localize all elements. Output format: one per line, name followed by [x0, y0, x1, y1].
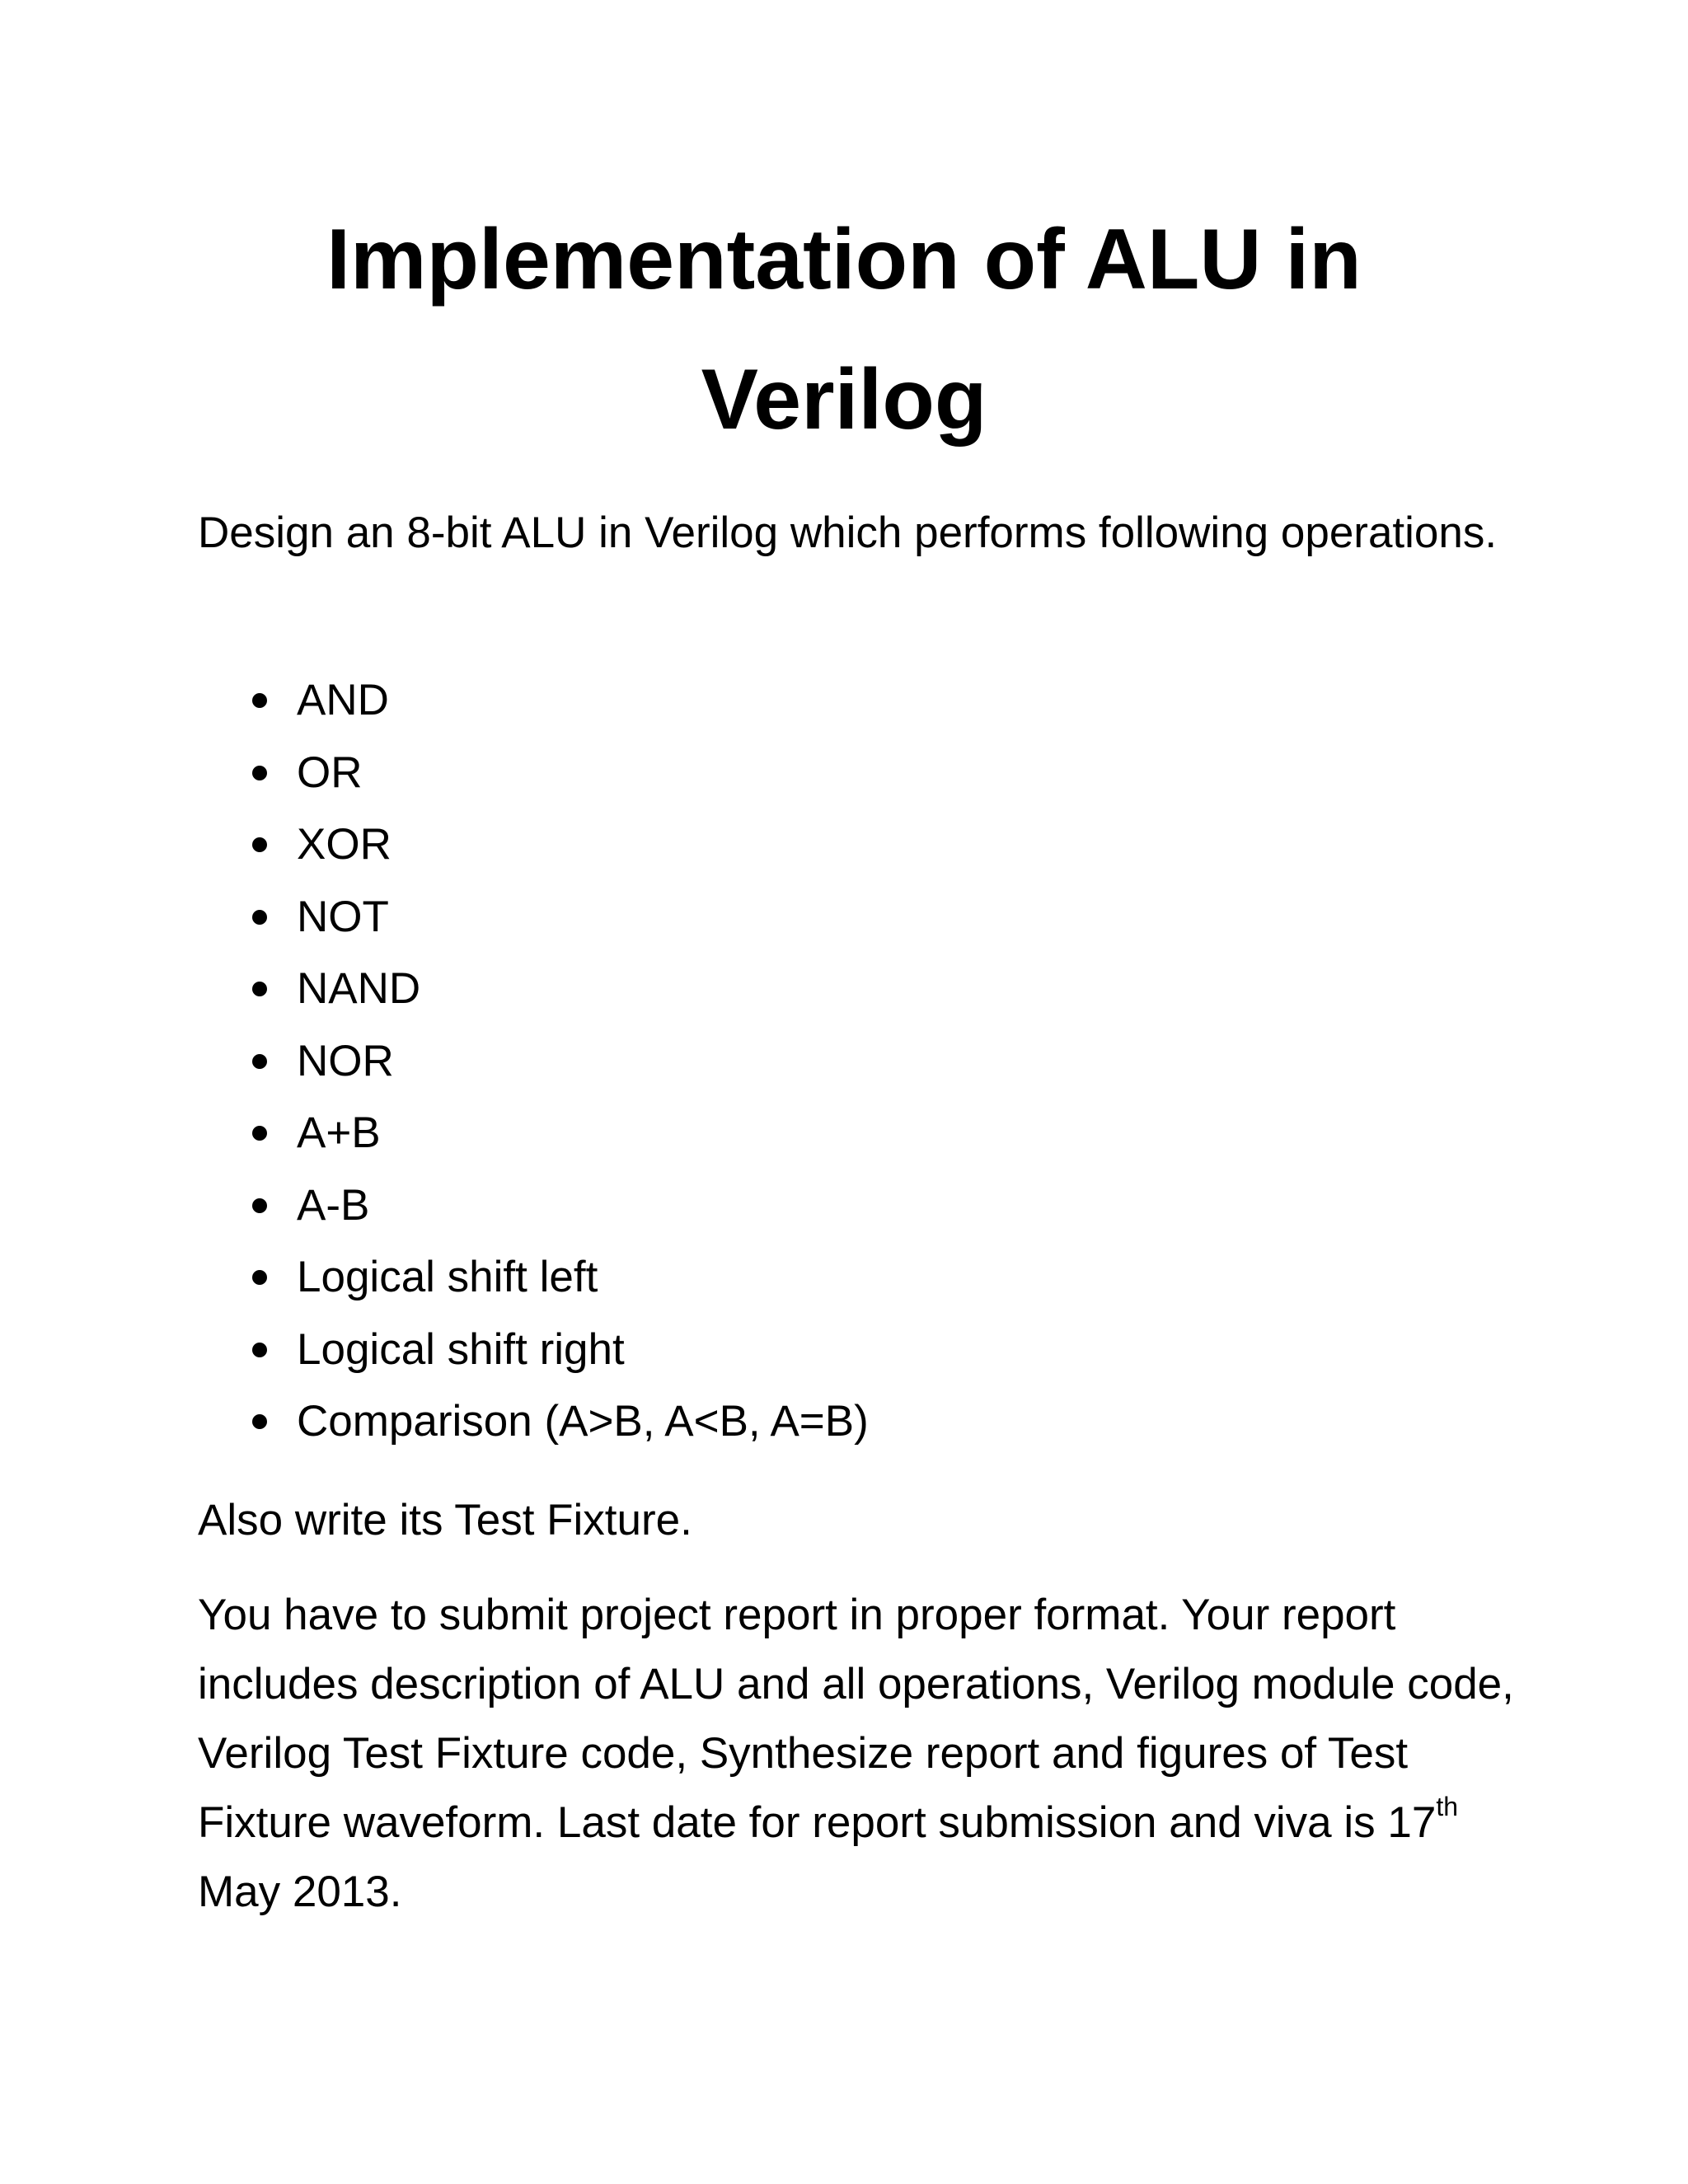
title-line-2: Verilog: [701, 352, 987, 448]
ordinal-suffix: th: [1436, 1792, 1459, 1821]
operation-label: Logical shift left: [297, 1253, 598, 1301]
list-item: [198, 737, 1434, 809]
operation-label: XOR: [297, 820, 392, 869]
list-item: [198, 953, 1434, 1025]
list-item: [198, 1385, 1434, 1458]
operation-label: NOR: [297, 1036, 394, 1085]
operation-label: A-B: [297, 1180, 370, 1230]
bullet-icon: [252, 1270, 267, 1285]
bullet-icon: [252, 1414, 267, 1429]
operation-label: Logical shift right: [297, 1324, 625, 1374]
list-item: [198, 1025, 1434, 1098]
operations-list: [198, 664, 1434, 1458]
bullet-icon: [252, 1198, 267, 1213]
list-item: [198, 1097, 1434, 1169]
list-item: [198, 664, 1434, 737]
list-item: [198, 808, 1434, 881]
bullet-icon: [252, 837, 267, 852]
operation-label: A+B: [297, 1108, 381, 1157]
operation-label: Comparison (A>B, A<B, A=B): [297, 1397, 869, 1446]
bullet-icon: [252, 1054, 267, 1069]
bullet-icon: [252, 910, 267, 925]
report-paragraph: [198, 1581, 1517, 1927]
report-text: You have to submit project report in proper format. Your report includes description of ALU and all operations, Verilog module code, Verilog Test Fixture code, Synthesize report and figures of Test Fixture waveform. Last date for report submission and viva is 17: [198, 1591, 1514, 1847]
operation-label: OR: [297, 748, 363, 797]
bullet-icon: [252, 1343, 267, 1357]
operation-label: NOT: [297, 892, 389, 941]
list-item: [198, 1241, 1434, 1314]
list-item: [198, 1169, 1434, 1242]
report-date-tail: May 2013.: [198, 1868, 402, 1916]
bullet-icon: [252, 766, 267, 780]
fixture-paragraph: Also write its Test Fixture.: [198, 1496, 692, 1544]
page-title: [198, 190, 1490, 470]
title-line-1: Implementation of ALU in: [326, 212, 1362, 307]
intro-paragraph: Design an 8-bit ALU in Verilog which performs following operations.: [198, 509, 1498, 557]
bullet-icon: [252, 1126, 267, 1141]
operation-label: AND: [297, 676, 389, 724]
list-item: [198, 1314, 1434, 1386]
bullet-icon: [252, 693, 267, 708]
operation-label: NAND: [297, 964, 421, 1013]
list-item: [198, 881, 1434, 954]
bullet-icon: [252, 982, 267, 996]
